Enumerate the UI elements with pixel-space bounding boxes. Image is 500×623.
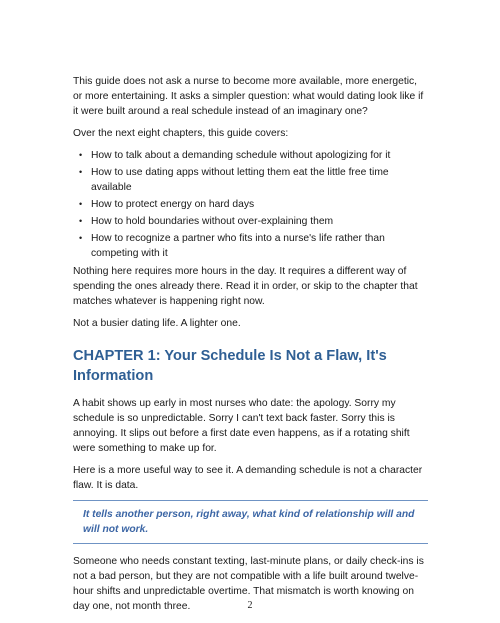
intro-paragraph: Over the next eight chapters, this guide covers: bbox=[73, 128, 289, 139]
intro-closing-line: Not a busier dating life. A lighter one. bbox=[73, 318, 241, 329]
list-item: • How to talk about a demanding schedule without apologizing for it bbox=[73, 148, 428, 163]
chapter-paragraph: Someone who needs constant texting, last-minute plans, or daily check-ins is not a bad person, but they are not compatible with a life built around twelve-hour shifts and unpredictable overtime. That mismatch is worth knowing on day one, not month three. bbox=[73, 556, 424, 612]
topics-list bbox=[73, 148, 428, 261]
chapter-paragraph: Here is a more useful way to see it. A demanding schedule is not a character flaw. It is data. bbox=[73, 465, 423, 491]
intro-paragraph: Nothing here requires more hours in the day. It requires a different way of spending the ones already there. Read it in order, or skip to the chapter that matches whatever is happening right now. bbox=[73, 266, 418, 307]
list-item: • How to recognize a partner who fits into a nurse's life rather than competing with it bbox=[73, 231, 428, 261]
intro-paragraph: This guide does not ask a nurse to become more available, more energetic, or more entertaining. It asks a simpler question: what would dating look like if it were built around a real schedule instead of an imaginary one? bbox=[73, 76, 424, 117]
list-item: • How to hold boundaries without over-explaining them bbox=[73, 214, 428, 229]
page-content bbox=[73, 74, 428, 621]
chapter-paragraph: A habit shows up early in most nurses who date: the apology. Sorry my schedule is so unpredictable. Sorry I can't text back faster. Sorry this is annoying. It slips out before a first date even happens, as if a rotating shift were something to make up for. bbox=[73, 398, 410, 454]
page-number: 2 bbox=[247, 600, 253, 611]
list-item: • How to use dating apps without letting them eat the little free time available bbox=[73, 165, 428, 195]
chapter-heading: CHAPTER 1: Your Schedule Is Not a Flaw, It's Information bbox=[73, 348, 387, 384]
list-item: • How to protect energy on hard days bbox=[73, 197, 428, 212]
pull-quote: It tells another person, right away, what kind of relationship will and will not work. bbox=[73, 500, 428, 544]
